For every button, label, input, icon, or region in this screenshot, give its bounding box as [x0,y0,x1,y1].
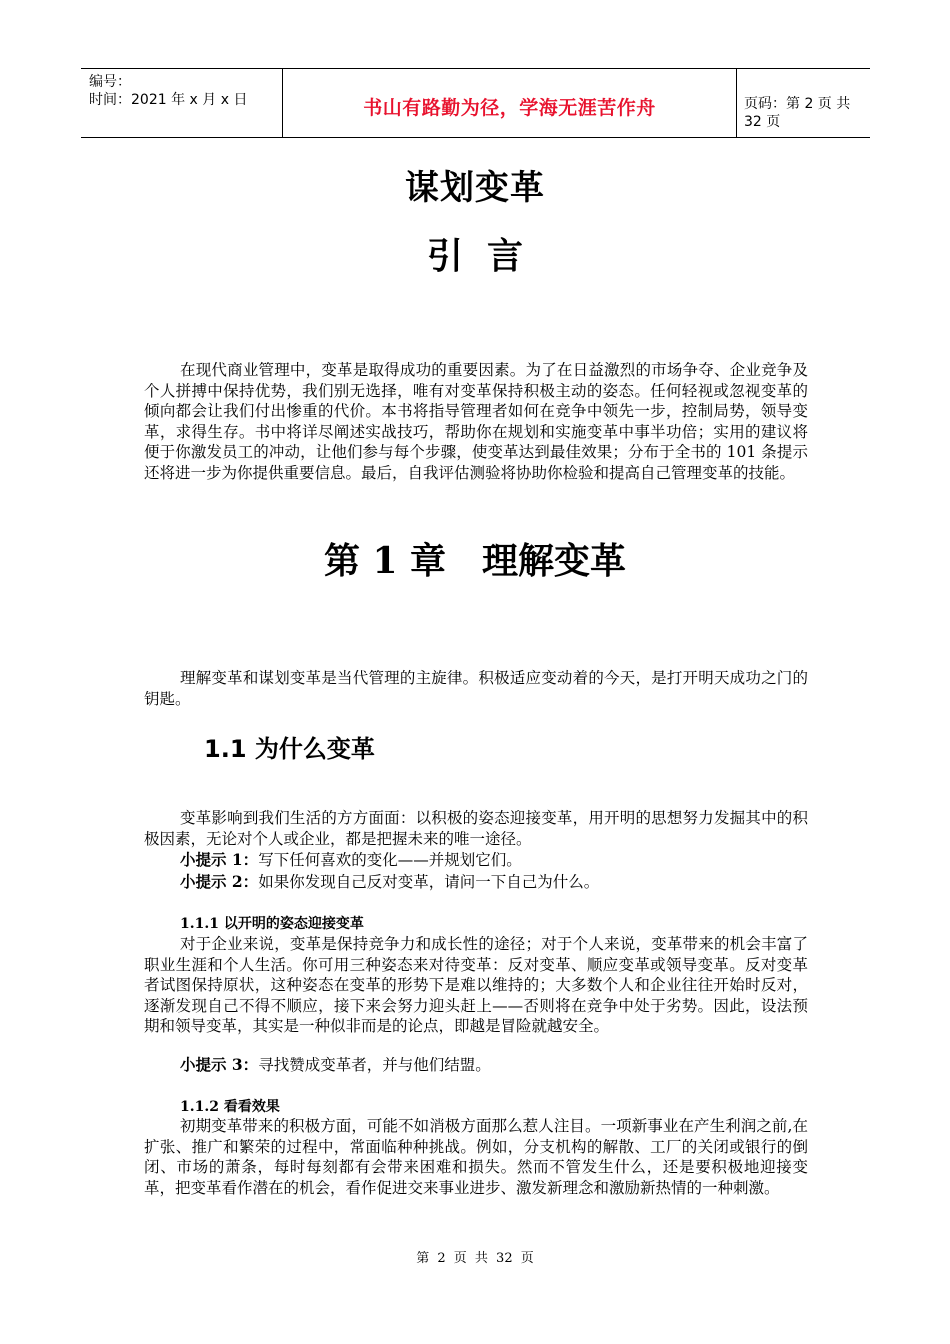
document-title: 谋划变革 [405,168,545,208]
tip-1-text: 写下任何喜欢的变化——并规划它们。 [258,851,522,869]
page-footer: 第 2 页 共 32 页 [416,1251,534,1266]
header-cell-meta [81,69,282,137]
section-heading: 1.1 为什么变革 [204,735,375,763]
document-number-label: 编号： [89,74,131,90]
tip-3 [180,1055,820,1076]
tip-1 [180,850,820,871]
intro-heading: 引言 [426,235,547,277]
intro-paragraph: 在现代商业管理中，变革是取得成功的重要因素。为了在日益激烈的市场争夺、企业竞争及个人拼搏中保持优势，我们别无选择，唯有对变革保持积极主动的姿态。任何轻视或忽视变革的倾向都会让我们付出惨重的代价。本书将指导管理者如何在竞争中领先一步，控制局势，领导变革，求得生存。书中将详尽阐述实战技巧，帮助你在规划和实施变革中事半功倍；实用的建议将便于你激发员工的冲动，让他们参与每个步骤，使变革达到最佳效果；分布于全书的 101 条提示还将进一步为你提供重要信息。最后，自我评估测验将协助你检验和提高自己管理变革的技能。 [144,361,808,482]
header-cell-page [736,69,870,137]
tip-1-label: 小提示 1： [180,850,259,869]
page-header-table [81,68,870,138]
subsection-1-heading: 1.1.1 以开明的姿态迎接变革 [180,916,364,932]
chapter-heading: 第 1 章 理解变革 [323,540,627,582]
header-page-info: 页码：第 2 页 共 32 页 [744,96,851,130]
header-motto: 书山有路勤为径，学海无涯苦作舟 [363,97,656,119]
document-date: 时间：2021 年 x 月 x 日 [89,92,248,108]
subsection-1-paragraph: 对于企业来说，变革是保持竞争力和成长性的途径；对于个人来说，变革带来的机会丰富了职业生涯和个人生活。你可用三种姿态来对待变革：反对变革、顺应变革或领导变革。反对变革者试图保持原状，这种姿态在变革的形势下是难以维持的；大多数个人和企业往往开始时反对，逐渐发现自己不得不顺应，接下来会努力迎头赶上——否则将在竞争中处于劣势。因此，设法预期和领导变革，其实是一种似非而是的论点，即越是冒险就越安全。 [144,935,808,1035]
subsection-2-paragraph: 初期变革带来的积极方面，可能不如消极方面那么惹人注目。一项新事业在产生利润之前,在扩张、推广和繁荣的过程中，常面临种种挑战。例如，分支机构的解散、工厂的关闭或银行的倒闭、市场的萧条，每时每刻都有会带来困难和损失。然而不管发生什么，还是要积极地迎接变革，把变革看作潜在的机会，看作促进交来事业进步、激发新理念和激励新热情的一种刺激。 [144,1117,808,1197]
chapter-paragraph: 理解变革和谋划变革是当代管理的主旋律。积极适应变动着的今天，是打开明天成功之门的钥匙。 [144,669,808,708]
section-paragraph: 变革影响到我们生活的方方面面：以积极的姿态迎接变革，用开明的思想努力发掘其中的积极因素，无论对个人或企业，都是把握未来的唯一途径。 [144,809,808,848]
tip-2 [180,872,820,893]
subsection-2-heading: 1.1.2 看看效果 [180,1099,280,1115]
tip-2-text: 如果你发现自己反对变革，请问一下自己为什么。 [258,873,600,891]
tip-3-label: 小提示 3： [180,1055,259,1074]
tip-3-text: 寻找赞成变革者，并与他们结盟。 [258,1056,491,1074]
tip-2-label: 小提示 2： [180,872,259,891]
header-cell-motto [282,69,737,137]
